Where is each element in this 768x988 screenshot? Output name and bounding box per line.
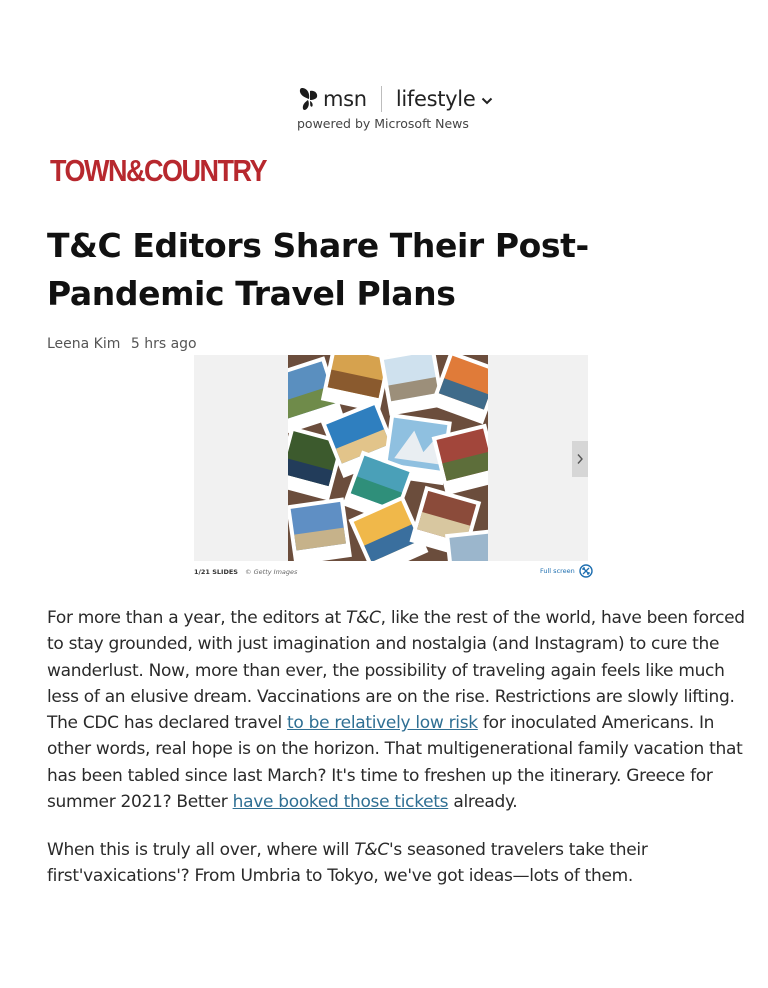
paragraph-text: , like the rest of the world, have been forced to stay grounded, with just imagination and nostalgia (and Instagram) to cure the wanderlust. Now, more than ever, the possibility of traveling again feels like much less of an elusive dream. Vaccinations are on the rise. Restrictions are slowly lifting. The CDC has declared travel [47,608,745,734]
paragraph-text: For more than a year, the editors at [47,608,346,628]
byline [47,336,197,352]
article-paragraph [47,605,747,815]
header-divider [381,86,382,112]
article-paragraph [47,837,747,890]
fullscreen-label: Full screen [540,567,575,575]
slideshow[interactable] [194,355,588,561]
slideshow-next-button[interactable] [572,441,588,477]
paragraph-text: for inoculated Americans. In other words, real hope is on the horizon. That multigenerational family vacation that has been tabled since last March? It's time to freshen up the itinerary. Greece for summer 2021? Better [47,713,743,813]
fullscreen-icon [579,564,593,578]
publication-name-italic: T&C [354,840,389,860]
chevron-right-icon [576,453,584,465]
powered-by-text: powered by Microsoft News [297,116,469,131]
section-menu-label[interactable]: lifestyle [395,87,476,111]
paragraph-text: When this is truly all over, where will [47,840,355,860]
paragraph-text: 's seasoned travelers take their first'vaxications'? From Umbria to Tokyo, we've got ideas—lots of them. [47,840,648,887]
author-name[interactable]: Leena Kim [47,336,121,352]
msn-header [298,84,493,114]
publisher-logo[interactable]: TOWN&COUNTRY [50,154,266,188]
slide-info [194,568,297,576]
photo-collage-graphic [288,355,488,561]
paragraph-text: already. [448,792,518,813]
publication-name-italic: T&C [345,608,381,628]
slide-image[interactable] [288,355,488,561]
image-credit: © Getty Images [245,568,298,576]
booked-tickets-link[interactable]: have booked those tickets [232,792,449,813]
article-title: T&C Editors Share Their Post-Pandemic Travel Plans [47,226,589,313]
publish-time: 5 hrs ago [130,336,197,352]
msn-butterfly-icon[interactable] [298,86,320,112]
msn-brand-text[interactable]: msn [323,87,367,111]
chevron-down-icon[interactable] [481,96,493,106]
fullscreen-button[interactable] [540,564,593,578]
slide-counter: 1/21 SLIDES [194,568,238,576]
cdc-low-risk-link[interactable]: to be relatively low risk [287,713,478,734]
